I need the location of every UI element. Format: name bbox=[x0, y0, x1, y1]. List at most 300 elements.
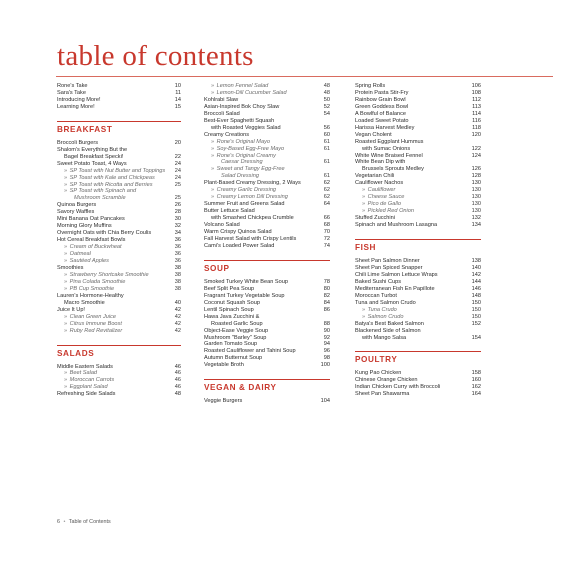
toc-entry-title: Middle Eastern Salads bbox=[57, 363, 113, 370]
toc-entry-page: 61 bbox=[323, 138, 330, 145]
page-footer bbox=[57, 519, 111, 525]
toc-entry-title: Lauren's Hormone-Healthy bbox=[57, 292, 124, 299]
toc-entry-page: 14 bbox=[174, 96, 181, 103]
toc-entry-title: Hawa Java Zucchini & bbox=[204, 313, 260, 320]
toc-entry-title: » Salmon Crudo bbox=[362, 313, 404, 320]
toc-entry-title: Mediterranean Fish En Papillote bbox=[355, 285, 435, 292]
toc-entry bbox=[57, 154, 181, 161]
toc-entry bbox=[355, 90, 481, 97]
toc-entry-title: Protein Pasta Stir-Fry bbox=[355, 89, 409, 96]
toc-entry bbox=[355, 125, 481, 132]
toc-entry bbox=[204, 194, 330, 201]
toc-entry-title: Fragrant Turkey Vegetable Soup bbox=[204, 292, 285, 299]
toc-entry-title: » Beet Salad bbox=[64, 370, 98, 377]
sub-entry-marker-icon: » bbox=[211, 187, 216, 194]
toc-entry bbox=[355, 194, 481, 201]
toc-entry-title: Bagel Breakfast Specki! bbox=[64, 153, 124, 160]
sub-entry-marker-icon: » bbox=[211, 194, 216, 201]
toc-entry-page: 90 bbox=[323, 327, 330, 334]
toc-entry-page: 154 bbox=[471, 334, 481, 341]
toc-entry-page: 61 bbox=[323, 173, 330, 180]
section-heading-breakfast: BREAKFAST bbox=[57, 121, 181, 135]
toc-entry-title: » Citrus Immune Boost bbox=[64, 320, 122, 327]
toc-entry-title: Smoothies bbox=[57, 264, 84, 271]
toc-entry-page: 158 bbox=[471, 370, 481, 377]
toc-entry bbox=[57, 384, 181, 391]
toc-entry-title: with Sumac Onions bbox=[362, 145, 411, 152]
toc-entry-page: 80 bbox=[323, 285, 330, 292]
toc-entry bbox=[57, 168, 181, 175]
toc-entry bbox=[355, 293, 481, 300]
toc-entry bbox=[57, 195, 181, 202]
toc-entry-title: Roasted Eggplant Hummus bbox=[355, 138, 424, 145]
toc-entry-title: Macro Smoothie bbox=[64, 299, 105, 306]
toc-entry-page: 140 bbox=[471, 264, 481, 271]
toc-entry bbox=[204, 348, 330, 355]
sub-entry-marker-icon: » bbox=[64, 167, 69, 174]
toc-entry-title: Volcano Salad bbox=[204, 222, 240, 229]
toc-entry bbox=[57, 140, 181, 147]
toc-entry-page: 92 bbox=[323, 334, 330, 341]
toc-entry bbox=[57, 300, 181, 307]
toc-entry-title: Baked Sushi Cups bbox=[355, 278, 402, 285]
soup-list bbox=[204, 279, 330, 369]
toc-entry-title: » SP Toast with Kale and Chickpeas bbox=[64, 174, 155, 181]
toc-entry-page: 36 bbox=[174, 251, 181, 258]
toc-entry bbox=[204, 362, 330, 369]
toc-entry-title: Sheet Pan Shawarma bbox=[355, 391, 410, 398]
sub-entry-marker-icon: » bbox=[64, 313, 69, 320]
toc-entry-page: 24 bbox=[174, 174, 181, 181]
toc-column-1 bbox=[57, 83, 181, 398]
toc-entry-page: 74 bbox=[323, 242, 330, 249]
toc-entry-page: 164 bbox=[471, 391, 481, 398]
toc-entry-title: Spring Rolls bbox=[355, 83, 386, 89]
toc-entry bbox=[57, 90, 181, 97]
toc-entry-page: 28 bbox=[174, 209, 181, 216]
toc-entry bbox=[204, 335, 330, 342]
toc-entry-title: Quinoa Burgers bbox=[57, 202, 97, 209]
toc-entry bbox=[355, 286, 481, 293]
toc-entry-title: Mini Banana Oat Pancakes bbox=[57, 216, 125, 223]
toc-entry-page: 132 bbox=[471, 215, 481, 222]
toc-entry bbox=[204, 153, 330, 160]
toc-entry-title: » Clean Green Juice bbox=[64, 313, 117, 320]
toc-entry bbox=[355, 222, 481, 229]
toc-entry bbox=[204, 166, 330, 173]
sub-entry-marker-icon: » bbox=[64, 370, 69, 377]
toc-entry-title: Introducing More! bbox=[57, 96, 101, 103]
toc-entry bbox=[204, 286, 330, 293]
toc-entry-title: Butter Lettuce Salad bbox=[204, 208, 255, 215]
toc-entry-page: 113 bbox=[472, 103, 481, 110]
sub-entry-marker-icon: » bbox=[211, 83, 216, 89]
toc-entry-title: » Tuna Crudo bbox=[362, 306, 397, 313]
toc-entry-page: 66 bbox=[323, 215, 330, 222]
toc-entry-page: 78 bbox=[323, 278, 330, 285]
toc-entry bbox=[204, 293, 330, 300]
toc-entry bbox=[204, 208, 330, 215]
toc-entry bbox=[57, 216, 181, 223]
toc-entry-page: 124 bbox=[471, 152, 481, 159]
toc-entry-title: » Cauliflower bbox=[362, 187, 396, 194]
sub-entry-marker-icon: » bbox=[362, 201, 367, 208]
toc-entry-page: 10 bbox=[174, 83, 181, 89]
toc-entry-title: Autumn Butternut Soup bbox=[204, 355, 263, 362]
toc-entry-page: 11 bbox=[175, 89, 181, 96]
toc-entry-page: 104 bbox=[320, 398, 330, 405]
toc-entry-page: 38 bbox=[174, 271, 181, 278]
toc-entry bbox=[57, 161, 181, 168]
toc-entry bbox=[204, 97, 330, 104]
toc-entry-title: Mushroom Scramble bbox=[74, 195, 126, 202]
toc-entry-title: Savory Waffles bbox=[57, 209, 95, 216]
toc-entry-title: » Ruby Red Revitalizer bbox=[64, 327, 123, 334]
toc-entry-title: Sheet Pan Salmon Dinner bbox=[355, 258, 420, 265]
toc-entry bbox=[204, 139, 330, 146]
toc-entry-title: Mushroom "Barley" Soup bbox=[204, 334, 267, 341]
toc-entry bbox=[355, 173, 481, 180]
toc-column-3 bbox=[355, 83, 481, 398]
sub-entry-marker-icon: » bbox=[362, 194, 367, 201]
toc-entry-page: 70 bbox=[323, 229, 330, 236]
toc-entry-page: 98 bbox=[323, 355, 330, 362]
toc-entry-title: » Eggplant Salad bbox=[64, 384, 108, 391]
toc-entry-title: Rainbow Grain Bowl bbox=[355, 96, 406, 103]
toc-entry bbox=[355, 328, 481, 335]
toc-entry bbox=[204, 300, 330, 307]
toc-entry bbox=[204, 355, 330, 362]
toc-entry-title: » Lemon Fennel Salad bbox=[211, 83, 269, 89]
toc-entry-title: Roasted Garlic Soup bbox=[211, 320, 263, 327]
toc-entry-title: Vegetable Broth bbox=[204, 362, 244, 369]
toc-entry bbox=[57, 364, 181, 371]
toc-entry-page: 64 bbox=[323, 201, 330, 208]
toc-entry-page: 60 bbox=[323, 131, 330, 138]
vegan-list bbox=[204, 398, 330, 405]
sub-entry-marker-icon: » bbox=[64, 244, 69, 251]
toc-entry bbox=[355, 265, 481, 272]
toc-entry-page: 150 bbox=[471, 306, 481, 313]
toc-entry-title: Morning Glory Muffins bbox=[57, 223, 112, 230]
toc-entry bbox=[57, 321, 181, 328]
toc-entry-page: 106 bbox=[471, 83, 481, 89]
toc-entry-page: 126 bbox=[471, 166, 481, 173]
toc-entry-page: 26 bbox=[174, 202, 181, 209]
sub-entry-marker-icon: » bbox=[64, 384, 69, 391]
toc-entry bbox=[355, 272, 481, 279]
toc-entry-title: Cauliflower Nachos bbox=[355, 180, 404, 187]
toc-entry-page: 34 bbox=[174, 230, 181, 237]
toc-entry-page: 82 bbox=[323, 292, 330, 299]
toc-entry bbox=[57, 293, 181, 300]
toc-entry-page: 15 bbox=[174, 103, 181, 110]
poultry-list bbox=[355, 370, 481, 398]
toc-entry-page: 38 bbox=[174, 278, 181, 285]
intro-list bbox=[57, 83, 181, 111]
toc-entry bbox=[355, 180, 481, 187]
toc-entry-title: » SP Toast with Nut Butter and Toppings bbox=[64, 167, 166, 174]
toc-entry-page: 46 bbox=[174, 370, 181, 377]
toc-entry-page: 36 bbox=[174, 258, 181, 265]
toc-entry bbox=[57, 83, 181, 90]
toc-entry-title: » SP Toast with Spinach and bbox=[64, 188, 137, 195]
toc-entry-title: » Rone's Original Mayo bbox=[211, 138, 270, 145]
toc-entry bbox=[355, 153, 481, 160]
toc-entry bbox=[57, 391, 181, 398]
toc-entry bbox=[355, 279, 481, 286]
toc-entry-title: Rone's Take bbox=[57, 83, 88, 89]
toc-entry-title: Caesar Dressing bbox=[221, 159, 263, 166]
fish-list bbox=[355, 258, 481, 341]
toc-entry-title: Warm Crispy Quinoa Salad bbox=[204, 229, 272, 236]
toc-entry bbox=[355, 377, 481, 384]
toc-entry-page: 24 bbox=[174, 160, 181, 167]
toc-entry-page: 32 bbox=[174, 223, 181, 230]
toc-entry-page: 96 bbox=[323, 348, 330, 355]
toc-entry-page: 62 bbox=[323, 187, 330, 194]
toc-entry-title: Indian Chicken Curry with Broccoli bbox=[355, 384, 441, 391]
toc-entry-page: 25 bbox=[174, 181, 181, 188]
toc-entry-title: » PB Cup Smoothie bbox=[64, 285, 115, 292]
toc-entry-title: Green Goddess Bowl bbox=[355, 103, 409, 110]
toc-entry bbox=[204, 279, 330, 286]
toc-entry-title: » Cheese Sauce bbox=[362, 194, 405, 201]
toc-entry-title: » SP Toast with Ricotta and Berries bbox=[64, 181, 153, 188]
toc-entry-page: 160 bbox=[471, 377, 481, 384]
toc-entry-page: 61 bbox=[323, 145, 330, 152]
toc-entry-page: 38 bbox=[174, 264, 181, 271]
toc-entry bbox=[204, 307, 330, 314]
toc-entry-page: 116 bbox=[472, 117, 481, 124]
toc-entry-title: White Bean Dip with bbox=[355, 159, 406, 166]
toc-entry bbox=[57, 188, 181, 195]
sub-entry-marker-icon: » bbox=[64, 278, 69, 285]
toc-entry-title: Overnight Oats with Chia Berry Coulis bbox=[57, 230, 152, 237]
toc-entry bbox=[204, 111, 330, 118]
toc-entry bbox=[57, 230, 181, 237]
toc-entry-title: Batya's Best Baked Salmon bbox=[355, 320, 424, 327]
toc-column-2 bbox=[204, 83, 330, 405]
toc-entry-title: Coconut Squash Soup bbox=[204, 299, 260, 306]
toc-entry-title: » Soy-Based Egg-Free Mayo bbox=[211, 145, 285, 152]
toc-entry-page: 86 bbox=[323, 306, 330, 313]
toc-entry-page: 56 bbox=[323, 124, 330, 131]
toc-entry-title: Best-Ever Spaghetti Squash bbox=[204, 117, 275, 124]
toc-entry-title: Sara's Take bbox=[57, 89, 86, 96]
toc-entry-title: Plant-Based Creamy Dressing, 2 Ways bbox=[204, 180, 301, 187]
toc-entry-page: 68 bbox=[323, 222, 330, 229]
sub-entry-marker-icon: » bbox=[211, 166, 216, 173]
toc-entry-title: » Creamy Garlic Dressing bbox=[211, 187, 277, 194]
toc-entry bbox=[204, 236, 330, 243]
toc-entry-page: 46 bbox=[174, 377, 181, 384]
toc-entry-title: Brussels Sprouts Medley bbox=[362, 166, 424, 173]
toc-entry-page: 20 bbox=[174, 139, 181, 146]
toc-entry bbox=[204, 159, 330, 166]
toc-entry-page: 130 bbox=[471, 187, 481, 194]
sub-entry-marker-icon: » bbox=[64, 174, 69, 181]
toc-entry-page: 22 bbox=[174, 153, 181, 160]
toc-entry-title: Summer Fruit and Greens Salad bbox=[204, 201, 285, 208]
toc-entry-title: Vegetarian Chili bbox=[355, 173, 395, 180]
toc-entry-title: Broccoli Burgers bbox=[57, 139, 99, 146]
toc-entry-title: Beef Split Pea Soup bbox=[204, 285, 255, 292]
toc-entry-page: 134 bbox=[471, 222, 481, 229]
toc-entry bbox=[355, 118, 481, 125]
toc-entry bbox=[204, 341, 330, 348]
footer-label: Table of Contents bbox=[68, 519, 111, 525]
toc-entry-title: » Strawberry Shortcake Smoothie bbox=[64, 271, 149, 278]
section-heading-fish: FISH bbox=[355, 239, 481, 253]
toc-entry-page: 62 bbox=[323, 194, 330, 201]
toc-entry bbox=[57, 209, 181, 216]
toc-entry-title: » Creamy Lemon Dill Dressing bbox=[211, 194, 288, 201]
toc-entry-title: Moroccan Turbot bbox=[355, 292, 397, 299]
toc-entry-page: 52 bbox=[323, 103, 330, 110]
toc-entry-page: 152 bbox=[471, 320, 481, 327]
toc-entry-title: » Sautéed Apples bbox=[64, 258, 109, 265]
toc-entry bbox=[57, 272, 181, 279]
toc-entry-page: 54 bbox=[323, 110, 330, 117]
toc-entry-title: Hot Cereal Breakfast Bowls bbox=[57, 237, 126, 244]
toc-entry bbox=[204, 328, 330, 335]
sub-entry-marker-icon: » bbox=[362, 306, 367, 313]
toc-entry bbox=[355, 159, 481, 166]
title-divider bbox=[56, 76, 553, 77]
sub-entry-marker-icon: » bbox=[211, 138, 216, 145]
toc-entry-title: Refreshing Side Salads bbox=[57, 391, 116, 398]
toc-entry-title: Cami's Loaded Power Salad bbox=[204, 242, 275, 249]
sub-entry-marker-icon: » bbox=[64, 181, 69, 188]
toc-entry-page: 42 bbox=[174, 320, 181, 327]
toc-entry-title: Loaded Sweet Potato bbox=[355, 117, 409, 124]
toc-entry bbox=[204, 201, 330, 208]
toc-entry bbox=[355, 300, 481, 307]
toc-entry-title: » Rone's Original Creamy bbox=[211, 152, 276, 159]
sub-entry-marker-icon: » bbox=[64, 327, 69, 334]
toc-entry bbox=[57, 237, 181, 244]
sub-entry-marker-icon: » bbox=[64, 251, 69, 258]
toc-entry-title: Sheet Pan Spiced Snapper bbox=[355, 264, 423, 271]
toc-entry-page: 150 bbox=[471, 313, 481, 320]
toc-entry bbox=[355, 97, 481, 104]
sub-entry-marker-icon: » bbox=[64, 271, 69, 278]
toc-entry-title: » Moroccan Carrots bbox=[64, 377, 115, 384]
toc-entry-title: Chinese Orange Chicken bbox=[355, 377, 418, 384]
toc-entry-page: 36 bbox=[174, 237, 181, 244]
toc-entry bbox=[57, 286, 181, 293]
toc-entry-page: 30 bbox=[174, 216, 181, 223]
toc-entry bbox=[204, 132, 330, 139]
toc-entry-title: » Pina Colada Smoothie bbox=[64, 278, 126, 285]
toc-entry bbox=[355, 314, 481, 321]
breakfast-list bbox=[57, 140, 181, 335]
toc-entry-page: 88 bbox=[323, 320, 330, 327]
toc-entry-title: Shalom's Everything But the bbox=[57, 146, 128, 153]
toc-entry-page: 25 bbox=[174, 195, 181, 202]
toc-entry-page: 142 bbox=[471, 271, 481, 278]
toc-entry bbox=[57, 265, 181, 272]
toc-entry bbox=[204, 321, 330, 328]
toc-entry-page: 146 bbox=[471, 285, 481, 292]
salads-continued-list bbox=[204, 83, 330, 250]
toc-entry-page: 42 bbox=[174, 306, 181, 313]
sub-entry-marker-icon: » bbox=[211, 145, 216, 152]
toc-entry-page: 138 bbox=[471, 258, 481, 265]
toc-entry-title: » Oatmeal bbox=[64, 251, 91, 258]
toc-entry-title: Veggie Burgers bbox=[204, 398, 243, 405]
toc-entry bbox=[57, 258, 181, 265]
toc-entry-page: 120 bbox=[471, 131, 481, 138]
toc-entry-title: A Bowlful of Balance bbox=[355, 110, 406, 117]
toc-entry bbox=[204, 146, 330, 153]
toc-entry-title: » Lemon-Dill Cucumber Salad bbox=[211, 89, 287, 96]
toc-entry-title: Asian-Inspired Bok Choy Slaw bbox=[204, 103, 280, 110]
toc-entry bbox=[355, 187, 481, 194]
toc-entry-page: 114 bbox=[472, 110, 481, 117]
toc-entry-page: 84 bbox=[323, 299, 330, 306]
toc-entry bbox=[355, 258, 481, 265]
toc-entry-page: 130 bbox=[471, 194, 481, 201]
toc-entry bbox=[204, 118, 330, 125]
toc-entry-page: 122 bbox=[471, 145, 481, 152]
toc-entry bbox=[355, 104, 481, 111]
toc-entry bbox=[355, 201, 481, 208]
toc-entry bbox=[57, 328, 181, 335]
sub-entry-marker-icon: » bbox=[64, 285, 69, 292]
toc-entry-title: Stuffed Zucchini bbox=[355, 215, 396, 222]
toc-entry bbox=[355, 146, 481, 153]
toc-entry-title: » Pico de Gallo bbox=[362, 201, 401, 208]
toc-entry bbox=[355, 321, 481, 328]
toc-entry bbox=[355, 335, 481, 342]
toc-entry-page: 112 bbox=[472, 96, 481, 103]
toc-entry-title: Kohlrabi Slaw bbox=[204, 96, 239, 103]
toc-entry bbox=[204, 173, 330, 180]
toc-entry bbox=[355, 370, 481, 377]
sub-entry-marker-icon: » bbox=[64, 377, 69, 384]
toc-entry bbox=[355, 215, 481, 222]
toc-entry-title: Roasted Cauliflower and Tahini Soup bbox=[204, 348, 296, 355]
toc-entry-title: » Pickled Red Onion bbox=[362, 208, 415, 215]
toc-entry-page: 40 bbox=[174, 299, 181, 306]
toc-entry bbox=[57, 370, 181, 377]
toc-entry-page: 48 bbox=[174, 391, 181, 398]
toc-entry bbox=[355, 208, 481, 215]
toc-entry-page: 94 bbox=[323, 341, 330, 348]
toc-entry-title: Sweet Potato Toast, 4 Ways bbox=[57, 160, 127, 167]
toc-entry-page: 130 bbox=[471, 180, 481, 187]
toc-entry-title: Broccoli Salad bbox=[204, 110, 240, 117]
toc-entry bbox=[355, 139, 481, 146]
toc-entry-page: 24 bbox=[174, 167, 181, 174]
sub-entry-marker-icon: » bbox=[64, 320, 69, 327]
toc-entry bbox=[204, 314, 330, 321]
toc-entry-title: Fall Harvest Salad with Crispy Lentils bbox=[204, 235, 297, 242]
toc-entry-title: Chili Lime Salmon Lettuce Wraps bbox=[355, 271, 438, 278]
toc-entry-title: Juice It Up! bbox=[57, 306, 85, 313]
toc-entry bbox=[57, 279, 181, 286]
toc-entry bbox=[57, 202, 181, 209]
toc-entry-title: with Roasted Veggies Salad bbox=[211, 124, 281, 131]
toc-entry-title: Spinach and Mushroom Lasagna bbox=[355, 222, 438, 229]
toc-entry bbox=[57, 182, 181, 189]
toc-entry bbox=[57, 97, 181, 104]
toc-entry bbox=[204, 187, 330, 194]
toc-entry bbox=[57, 251, 181, 258]
toc-entry-page: 46 bbox=[174, 384, 181, 391]
